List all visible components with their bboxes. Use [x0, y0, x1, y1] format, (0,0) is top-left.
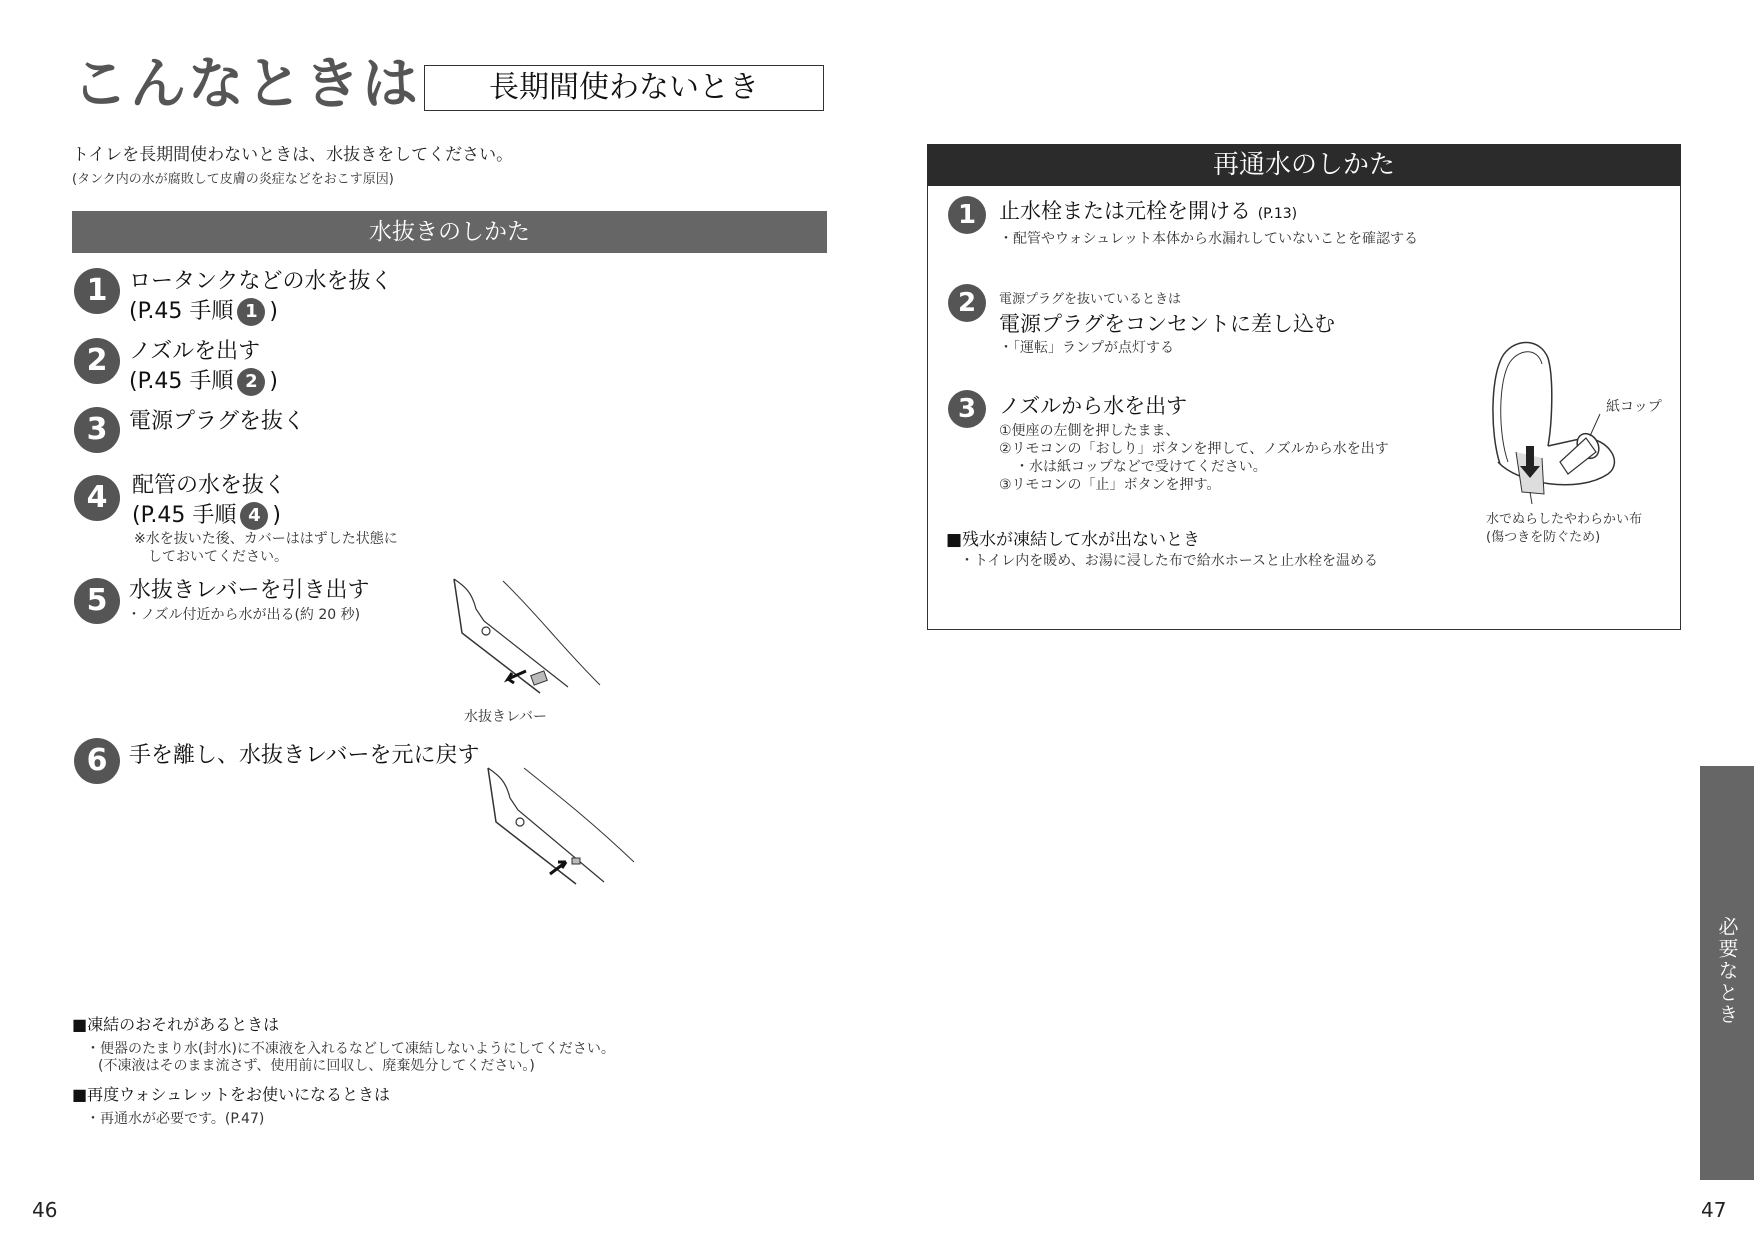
paper-cup-label: 紙コップ [1606, 399, 1662, 415]
step-1-title: ロータンクなどの水を抜く [129, 269, 393, 294]
refill-step-1-title: 止水栓または元栓を開ける (P.13) [999, 199, 1298, 223]
step-5-title: 水抜きレバーを引き出す [129, 578, 370, 603]
intro-subtext: (タンク内の水が腐敗して皮膚の炎症などをおこす原因) [72, 172, 394, 187]
step-2-ref: (P.45 手順 2 ) [129, 369, 278, 394]
frozen-water-heading: ■残水が凍結して水が出ないとき [946, 530, 1201, 550]
refill-step-1-badge: 1 [948, 196, 986, 234]
refill-section-heading: 再通水のしかた [927, 144, 1681, 186]
page-subtitle-box: 長期間使わないとき [424, 65, 824, 111]
step-6-title: 手を離し、水抜きレバーを元に戻す [129, 743, 480, 768]
drain-lever-illustration [448, 575, 608, 695]
step-2-badge: 2 [74, 338, 120, 384]
refill-step-2-pre: 電源プラグを抜いているときは [999, 292, 1182, 307]
soft-cloth-label-sub: (傷つきを防ぐため) [1486, 530, 1601, 545]
lever-return-illustration [484, 764, 644, 889]
refill-step-3-badge: 3 [948, 390, 986, 428]
refill-step-1-note: ・配管やウォシュレット本体から水漏れしていないことを確認する [999, 231, 1419, 247]
freeze-note-line-2: (不凍液はそのまま流さず、使用前に回収し、廃棄処分してください。) [98, 1058, 535, 1074]
drain-lever-label: 水抜きレバー [464, 709, 548, 725]
reuse-note-line-1: ・再通水が必要です。(P.47) [86, 1111, 265, 1127]
frozen-water-line: ・トイレ内を暖め、お湯に浸した布で給水ホースと止水栓を温める [960, 553, 1379, 569]
step-4-note-cont: しておいてください。 [148, 549, 288, 565]
step-4-ref: (P.45 手順 4 ) [132, 503, 281, 528]
ref-badge: 1 [237, 298, 265, 326]
step-5-badge: 5 [74, 578, 120, 624]
step-6-badge: 6 [74, 738, 120, 784]
step-2-title: ノズルを出す [129, 339, 261, 364]
step-5-note: ・ノズル付近から水が出る(約 20 秒) [127, 607, 361, 623]
refill-step-3-line-3: ・水は紙コップなどで受けてください。 [1015, 459, 1267, 475]
freeze-note-line-1: ・便器のたまり水(封水)に不凍液を入れるなどして凍結しないようにしてください。 [86, 1041, 615, 1057]
nozzle-cup-illustration [1488, 334, 1618, 509]
step-4-note: ※水を抜いた後、カバーははずした状態に [134, 531, 398, 547]
soft-cloth-label: 水でぬらしたやわらかい布 [1486, 512, 1643, 527]
step-1-badge: 1 [74, 268, 120, 314]
page-number-right: 47 [1701, 1198, 1727, 1222]
refill-step-3-line-1: ①便座の左側を押したまま、 [999, 423, 1180, 439]
reuse-note-heading: ■再度ウォシュレットをお使いになるときは [72, 1085, 390, 1104]
refill-step-2-title: 電源プラグをコンセントに差し込む [999, 312, 1335, 336]
step-4-badge: 4 [74, 475, 120, 521]
step-4-title: 配管の水を抜く [132, 473, 287, 498]
step-3-title: 電源プラグを抜く [129, 409, 306, 434]
side-index-tab [1700, 766, 1754, 1180]
drain-section-heading: 水抜きのしかた [72, 211, 827, 253]
ref-badge: 2 [237, 368, 265, 396]
step-1-ref: (P.45 手順 1 ) [129, 299, 278, 324]
side-index-tab-label: 必要なとき [1715, 916, 1739, 1026]
refill-step-2-note: ・「運転」ランプが点灯する [999, 340, 1174, 356]
page-title: こんなときは [72, 52, 420, 117]
refill-step-2-badge: 2 [948, 284, 986, 322]
ref-badge: 4 [240, 502, 268, 530]
refill-step-3-line-4: ③リモコンの「止」ボタンを押す。 [999, 477, 1221, 493]
freeze-note-heading: ■凍結のおそれがあるときは [72, 1015, 280, 1034]
intro-text: トイレを長期間使わないときは、水抜きをしてください。 [72, 145, 514, 165]
refill-step-3-title: ノズルから水を出す [999, 394, 1188, 418]
page-number-left: 46 [32, 1198, 58, 1222]
step-3-badge: 3 [74, 407, 120, 453]
refill-step-1-ref: (P.13) [1257, 206, 1298, 222]
refill-step-3-line-2: ②リモコンの「おしり」ボタンを押して、ノズルから水を出す [999, 441, 1389, 457]
